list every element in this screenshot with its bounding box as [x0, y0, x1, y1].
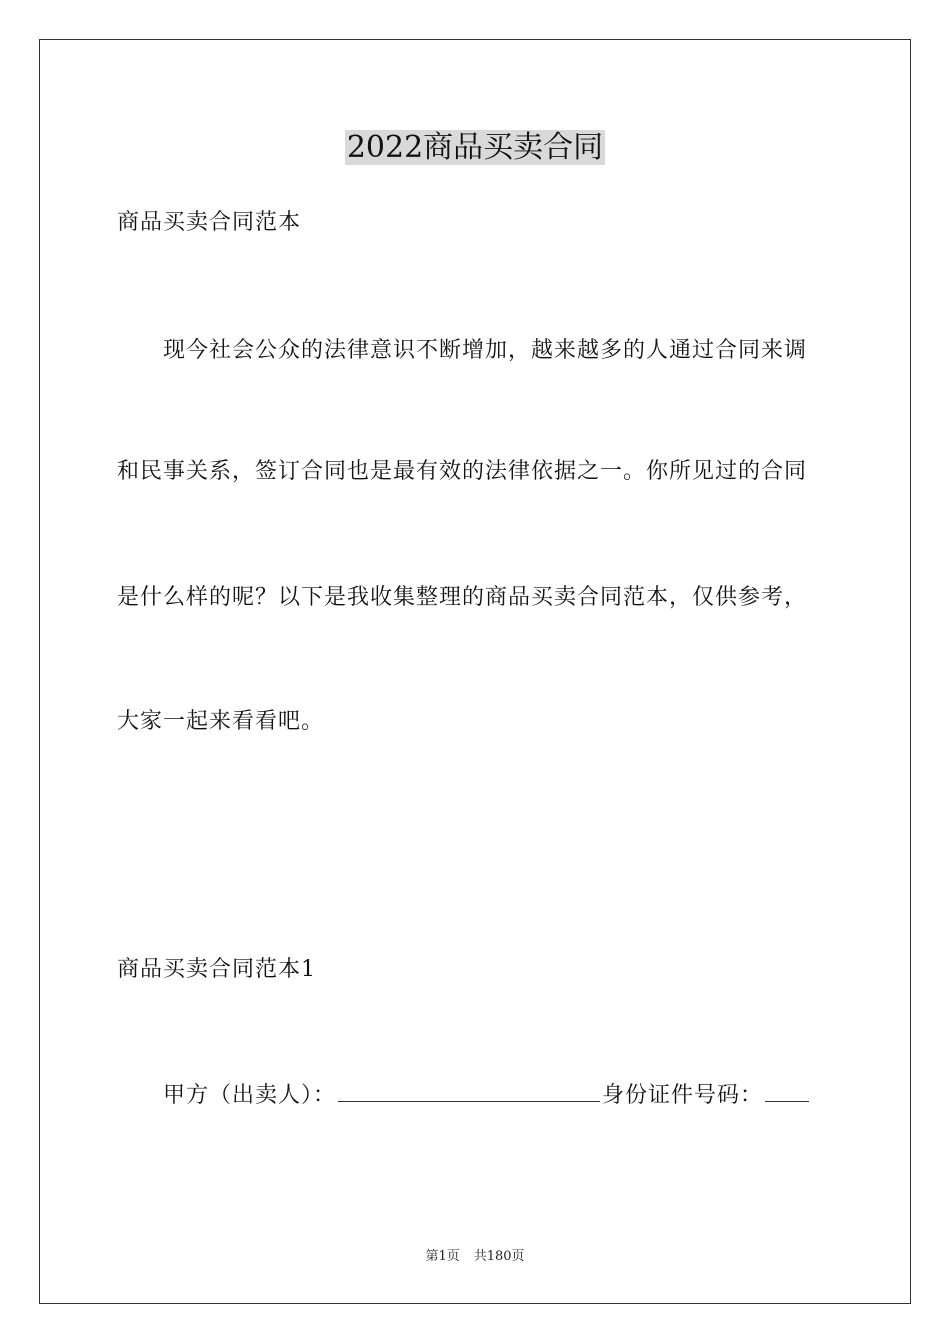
subtitle: 商品买卖合同范本: [117, 210, 302, 235]
party-a-name-blank: [338, 1081, 600, 1102]
document-title: [0, 128, 950, 168]
party-a-id-label: 身份证件号码：: [602, 1083, 764, 1108]
intro-line-3: 是什么样的呢？以下是我收集整理的商品买卖合同范本，仅供参考，: [117, 585, 808, 610]
intro-line-1: 现今社会公众的法律意识不断增加，越来越多的人通过合同来调: [163, 338, 808, 363]
section-title: 商品买卖合同范本1: [117, 957, 316, 982]
party-a-label: 甲方（出卖人）：: [163, 1083, 337, 1108]
page-number: 第1页: [425, 1249, 460, 1264]
intro-line-2: 和民事关系，签订合同也是最有效的法律依据之一。你所见过的合同: [117, 459, 808, 484]
party-a-id-blank: [765, 1081, 809, 1102]
party-a-line: [163, 1081, 811, 1111]
document-title-text: 2022商品买卖合同: [346, 130, 604, 165]
intro-line-4: 大家一起来看看吧。: [117, 709, 325, 734]
page-total: 共180页: [473, 1249, 525, 1264]
page-footer: [0, 1248, 950, 1266]
